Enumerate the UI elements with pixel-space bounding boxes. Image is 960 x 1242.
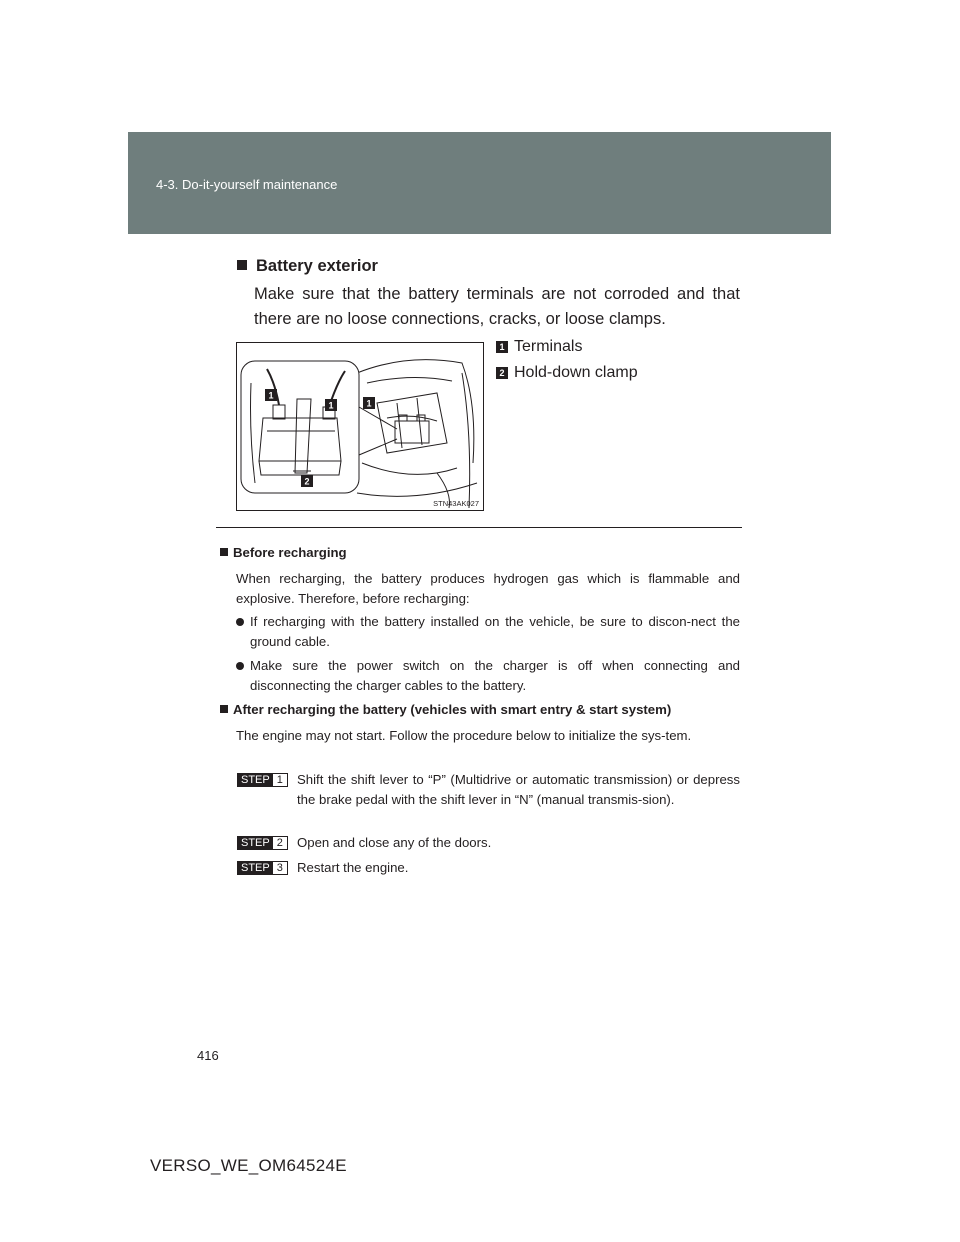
note-title-after-text: After recharging the battery (vehicles with smart entry & start system) — [233, 702, 672, 717]
bullet-item — [236, 612, 740, 652]
bullet-text: If recharging with the battery installed on the vehicle, be sure to discon-nect the ground cable. — [250, 614, 740, 649]
note-title-after — [220, 702, 671, 717]
step-number: 3 — [273, 862, 287, 874]
bullet-dot-icon — [236, 662, 244, 670]
step-label: STEP — [238, 774, 273, 786]
legend-item-terminals — [496, 338, 582, 356]
bullet-dot-icon — [236, 618, 244, 626]
legend-num-2: 2 — [496, 367, 508, 379]
section-body: Make sure that the battery terminals are not corroded and that there are no loose connections, cracks, or loose clamps. — [254, 285, 740, 328]
section-title — [237, 257, 378, 276]
step-text: Shift the shift lever to “P” (Multidrive or automatic transmission) or depress the brake pedal with the shift lever in “N” (manual transmis-sion). — [297, 772, 740, 807]
step-item — [237, 858, 740, 878]
step-item — [237, 833, 740, 853]
header-band — [128, 132, 831, 234]
footer-code: VERSO_WE_OM64524E — [150, 1156, 347, 1175]
engine-bay-drawing — [237, 343, 483, 510]
callout-2: 2 — [304, 476, 310, 487]
note-text-after: The engine may not start. Follow the procedure below to initialize the sys-tem. — [236, 728, 692, 743]
legend-num-1: 1 — [496, 341, 508, 353]
divider — [216, 527, 742, 528]
step-badge — [237, 836, 288, 850]
step-item — [237, 770, 740, 810]
step-badge — [237, 861, 288, 875]
note-title-before — [220, 545, 347, 560]
battery-illustration — [236, 342, 484, 511]
step-label: STEP — [238, 862, 273, 874]
bullet-text: Make sure the power switch on the charger is off when connecting and disconnecting the charger cables to the battery. — [250, 658, 740, 693]
callout-1a: 1 — [268, 390, 274, 401]
square-bullet-icon — [220, 548, 228, 556]
legend-label-terminals: Terminals — [514, 338, 583, 355]
step-label: STEP — [238, 837, 273, 849]
callout-1c: 1 — [366, 398, 372, 409]
step-badge — [237, 773, 288, 787]
figure-code: STN43AK027 — [433, 499, 479, 508]
step-text: Open and close any of the doors. — [297, 835, 492, 850]
section-title-text: Battery exterior — [256, 257, 378, 275]
callout-1b: 1 — [328, 400, 334, 411]
page-number: 416 — [197, 1048, 219, 1063]
note-text-before: When recharging, the battery produces hydrogen gas which is flammable and explosive. Therefore, before recharging: — [236, 571, 740, 606]
square-bullet-icon — [220, 705, 228, 713]
step-number: 2 — [273, 837, 287, 849]
step-text: Restart the engine. — [297, 860, 409, 875]
legend-item-clamp — [496, 364, 638, 382]
note-title-before-text: Before recharging — [233, 545, 347, 560]
section-breadcrumb: 4-3. Do-it-yourself maintenance — [156, 177, 338, 192]
step-number: 1 — [273, 774, 287, 786]
legend-label-clamp: Hold-down clamp — [514, 364, 638, 381]
bullet-item — [236, 656, 740, 696]
square-bullet-icon — [237, 260, 247, 270]
